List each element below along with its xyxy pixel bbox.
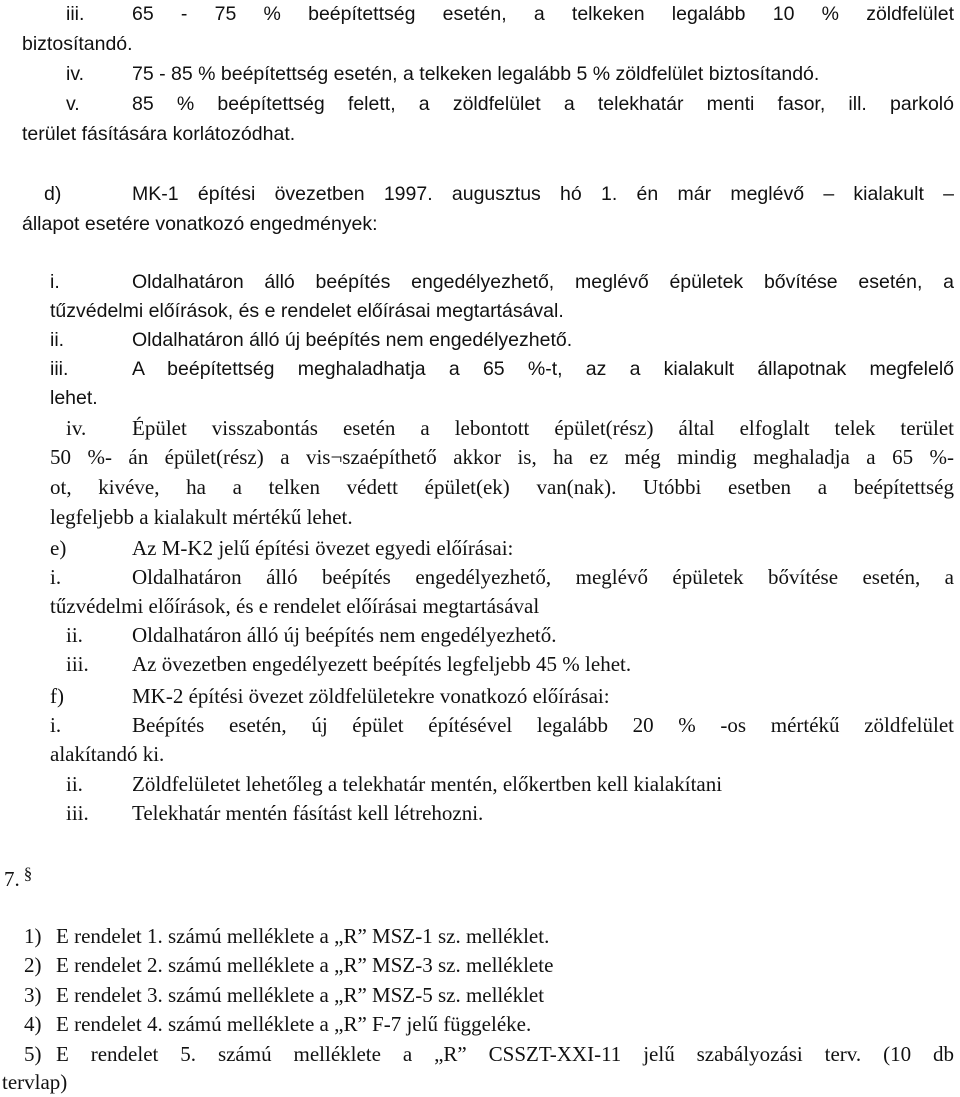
list-item-text: 85 % beépítettség felett, a zöldfelület a telekhatár menti fasor, ill. parkoló	[132, 93, 954, 115]
list-item-label: ii.	[50, 329, 65, 351]
annex-label: 5)	[24, 1042, 42, 1066]
list-item-text: ot, kivéve, ha a telken védett épület(ek) van(nak). Utóbbi esetben a beépítettség	[50, 475, 954, 499]
section-heading: MK-2 építési övezet zöldfelületekre vonatkozó előírásai:	[132, 684, 610, 708]
list-item-text: lehet.	[50, 387, 98, 409]
list-item-text: Oldalhatáron álló beépítés engedélyezhető, meglévő épületek bővítése esetén, a	[132, 271, 954, 293]
list-item-label: iii.	[66, 652, 89, 676]
list-item-text: Oldalhatáron álló új beépítés nem engedélyezhető.	[132, 623, 557, 647]
list-item-label: iii.	[66, 801, 89, 825]
list-item-text: 50 %- án épület(rész) a vis¬szaépíthető akkor is, ha ez még mindig meghaladja a 65 %-	[50, 445, 954, 469]
list-item-label: iv.	[66, 416, 87, 440]
list-item-label: i.	[50, 565, 62, 589]
list-item-text: Épület visszabontás esetén a lebontott épület(rész) által elfoglalt telek terület	[132, 416, 954, 440]
section-label: f)	[50, 684, 64, 708]
annex-text: tervlap)	[2, 1070, 68, 1094]
annex-label: 4)	[24, 1012, 42, 1036]
section-label: d)	[44, 183, 62, 205]
list-item-label: iii.	[66, 3, 85, 25]
list-item-text: biztosítandó.	[22, 33, 133, 55]
list-item-label: i.	[50, 271, 60, 293]
section-sign-icon: §	[23, 864, 33, 883]
list-item-text: Oldalhatáron álló új beépítés nem engedélyezhető.	[132, 329, 573, 351]
paragraph-number	[4, 866, 32, 894]
annex-label: 1)	[24, 924, 42, 948]
annex-label: 3)	[24, 983, 42, 1007]
annex-text: E rendelet 1. számú melléklete a „R” MSZ-1 sz. melléklet.	[56, 924, 550, 948]
section-heading: MK-1 építési övezetben 1997. augusztus hó 1. én már meglévő – kialakult –	[132, 183, 954, 205]
list-item-text: Telekhatár mentén fásítást kell létrehozni.	[132, 801, 484, 825]
list-item-text: 75 - 85 % beépítettség esetén, a telkeken legalább 5 % zöldfelület biztosítandó.	[132, 63, 820, 85]
annex-text: E rendelet 2. számú melléklete a „R” MSZ-3 sz. melléklete	[56, 953, 554, 977]
paragraph-number-label: 7.	[4, 867, 20, 891]
list-item-text: Az övezetben engedélyezett beépítés legfeljebb 45 % lehet.	[132, 652, 632, 676]
list-item-text: Zöldfelületet lehetőleg a telekhatár mentén, előkertben kell kialakítani	[132, 772, 723, 796]
annex-text: E rendelet 3. számú melléklete a „R” MSZ-5 sz. melléklet	[56, 983, 545, 1007]
section-label: e)	[50, 536, 67, 560]
list-item-label: iii.	[50, 358, 69, 380]
list-item-text: terület fásítására korlátozódhat.	[22, 123, 296, 145]
list-item-text: Oldalhatáron álló beépítés engedélyezhető, meglévő épületek bővítése esetén, a	[132, 565, 954, 589]
list-item-label: i.	[50, 713, 62, 737]
annex-text: E rendelet 4. számú melléklete a „R” F-7 jelű függeléke.	[56, 1012, 532, 1036]
list-item-text: A beépítettség meghaladhatja a 65 %-t, az a kialakult állapotnak megfelelő	[132, 358, 954, 380]
section-heading: Az M-K2 jelű építési övezet egyedi előírásai:	[132, 536, 514, 560]
list-item-text: alakítandó ki.	[50, 742, 165, 766]
list-item-label: v.	[66, 93, 80, 115]
annex-text: E rendelet 5. számú melléklete a „R” CSSZT-XXI-11 jelű szabályozási terv. (10 db	[56, 1042, 954, 1066]
section-heading: állapot esetére vonatkozó engedmények:	[22, 213, 378, 235]
list-item-text: tűzvédelmi előírások, és e rendelet előírásai megtartásával	[50, 594, 540, 618]
annex-label: 2)	[24, 953, 42, 977]
list-item-text: 65 - 75 % beépítettség esetén, a telkeken legalább 10 % zöldfelület	[132, 3, 954, 25]
list-item-label: iv.	[66, 63, 85, 85]
list-item-label: ii.	[66, 623, 83, 647]
list-item-text: legfeljebb a kialakult mértékű lehet.	[50, 505, 353, 529]
list-item-text: Beépítés esetén, új épület építésével legalább 20 % -os mértékű zöldfelület	[132, 713, 954, 737]
list-item-text: tűzvédelmi előírások, és e rendelet előírásai megtartásával.	[50, 300, 564, 322]
list-item-label: ii.	[66, 772, 83, 796]
